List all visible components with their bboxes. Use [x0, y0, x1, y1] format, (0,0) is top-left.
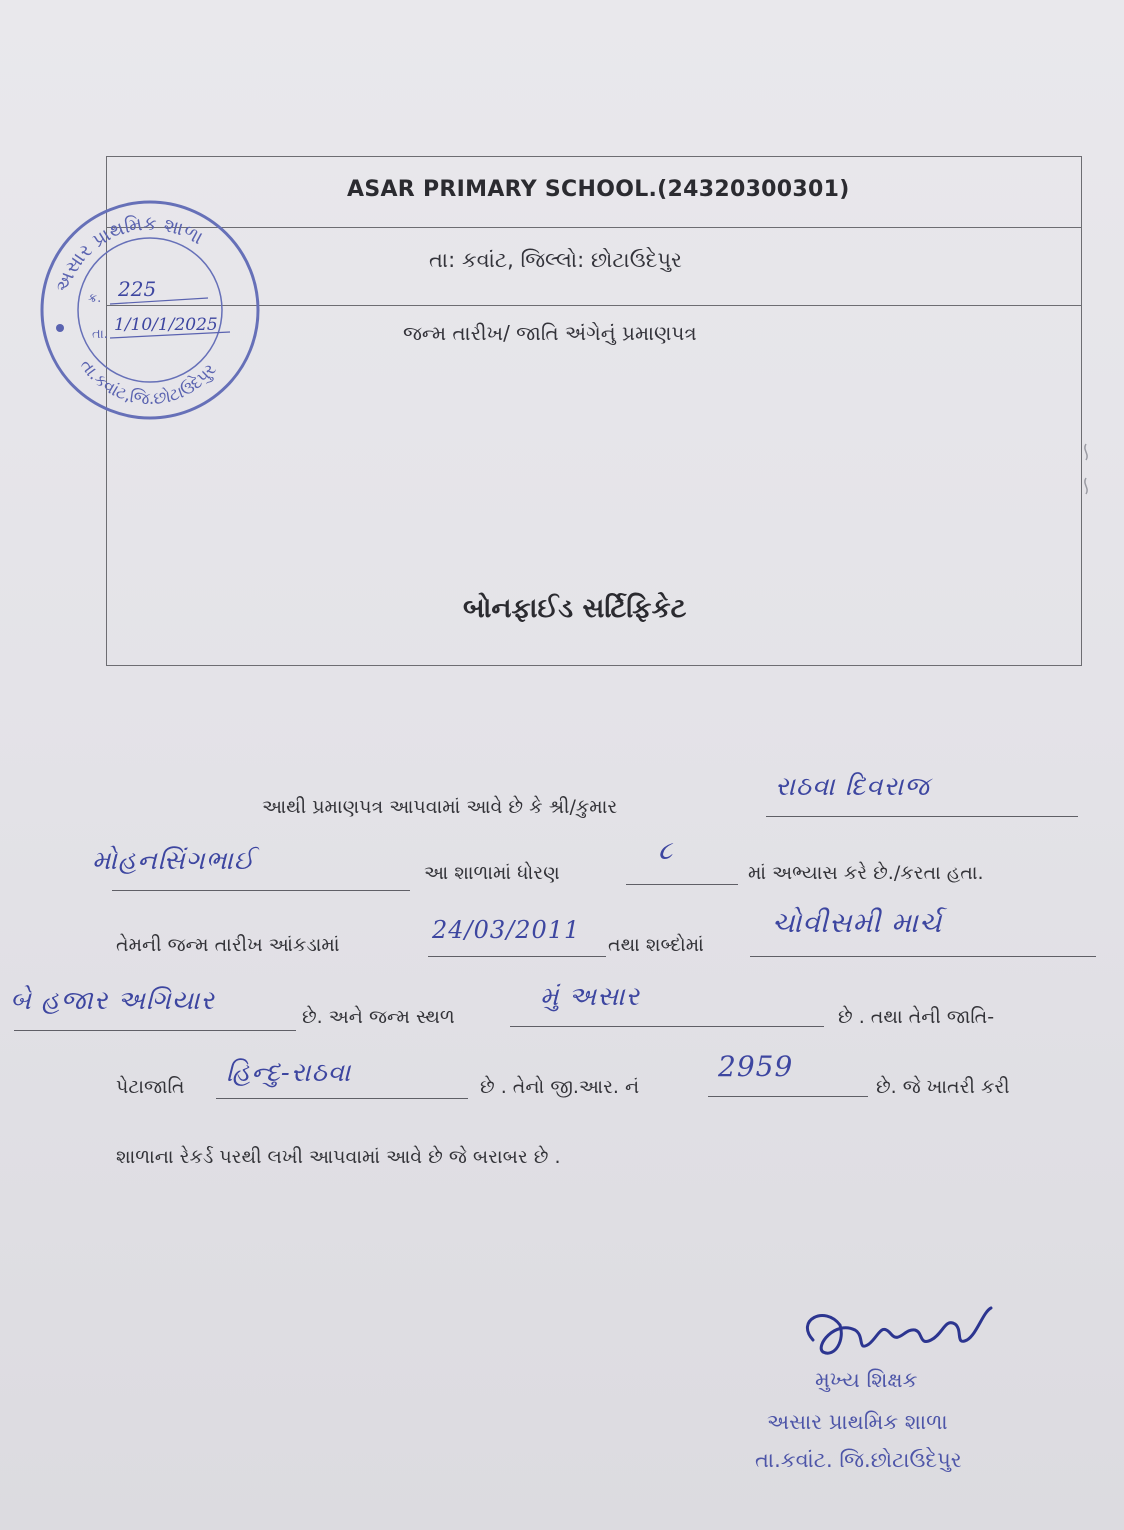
- body-line5-text-a: પેટાજાતિ: [116, 1076, 185, 1098]
- body-line3-text-b: તથા શબ્દોમાં: [608, 934, 704, 956]
- stamp-top-text: અસાર પ્રાથમિક શાળા: [51, 212, 207, 296]
- certificate-subject: જન્મ તારીખ/ જાતિ અંગેનું પ્રમાણપત્ર: [403, 321, 697, 345]
- stamp-date-value: 1/10/1/2025: [114, 315, 218, 335]
- body-line5-text-b: છે . તેનો જી.આર. નં: [480, 1076, 640, 1098]
- standard-underline: [626, 846, 738, 885]
- body-line2-text-b: માં અભ્યાસ કરે છે./કરતા હતા.: [748, 862, 984, 884]
- body-line5-text-c: છે. જે ખાતરી કરી: [876, 1076, 1010, 1098]
- gr-number: 2959: [718, 1050, 794, 1083]
- body-line2-text-a: આ શાળામાં ધોરણ: [424, 862, 560, 884]
- certificate-title: બોનફાઈડ સર્ટિફિકેટ: [463, 593, 687, 624]
- signature-place: તા.કવાંટ. જિ.છોટાઉદેપુર: [755, 1448, 962, 1472]
- staple-mark-top: [1085, 444, 1087, 460]
- stamp-bottom-text: તા.કવાંટ,જિ.છોટાઉદેપુર: [75, 355, 221, 410]
- dob-words-part1: ચોવીસમી માર્ચ: [772, 906, 943, 939]
- school-name: ASAR PRIMARY SCHOOL.(24320300301): [347, 177, 850, 202]
- stamp-inner-ring: [78, 238, 222, 382]
- staple-marks: [1078, 440, 1098, 500]
- head-teacher-signature: [795, 1300, 995, 1370]
- signature-school: અસાર પ્રાથમિક શાળા: [767, 1410, 948, 1434]
- body-line4-text-a: છે. અને જન્મ સ્થળ: [302, 1006, 455, 1028]
- student-name-part1: રાઠવા દિવરાજ: [775, 772, 930, 802]
- school-address: તા: કવાંટ, જિલ્લો: છોટાઉદેપુર: [429, 248, 682, 272]
- dob-numeric: 24/03/2011: [432, 916, 581, 944]
- standard-value: ૮: [658, 836, 674, 866]
- stamp-number-value: 225: [118, 277, 157, 301]
- student-name-part2: મોહનસિંગભાઈ: [92, 846, 255, 876]
- signature-block: [745, 1290, 1045, 1490]
- body-line4-text-b: છે . તથા તેની જાતિ-: [838, 1006, 995, 1028]
- dob-words-part2: બે હજાર અગિયાર: [10, 986, 215, 1016]
- caste-value: હિન્દુ-રાઠવા: [226, 1058, 352, 1088]
- stamp-dot: [56, 324, 64, 332]
- stamp-date-label: તા.: [92, 327, 108, 342]
- body-line6-text: શાળાના રેકર્ડ પરથી લખી આપવામાં આવે છે જે બરાબર છે .: [116, 1146, 561, 1168]
- body-line3-text-a: તેમની જન્મ તારીખ આંકડામાં: [116, 934, 340, 956]
- birth-place: મું અસાર: [540, 982, 640, 1012]
- stamp-number-label: ક્ર.: [88, 291, 102, 306]
- staple-mark-bottom: [1085, 478, 1087, 494]
- signature-stroke: [807, 1308, 991, 1353]
- school-stamp: [30, 190, 270, 430]
- signature-title: મુખ્ય શિક્ષક: [815, 1368, 918, 1392]
- body-line1-text: આથી પ્રમાણપત્ર આપવામાં આવે છે કે શ્રી/કુમાર: [262, 796, 618, 818]
